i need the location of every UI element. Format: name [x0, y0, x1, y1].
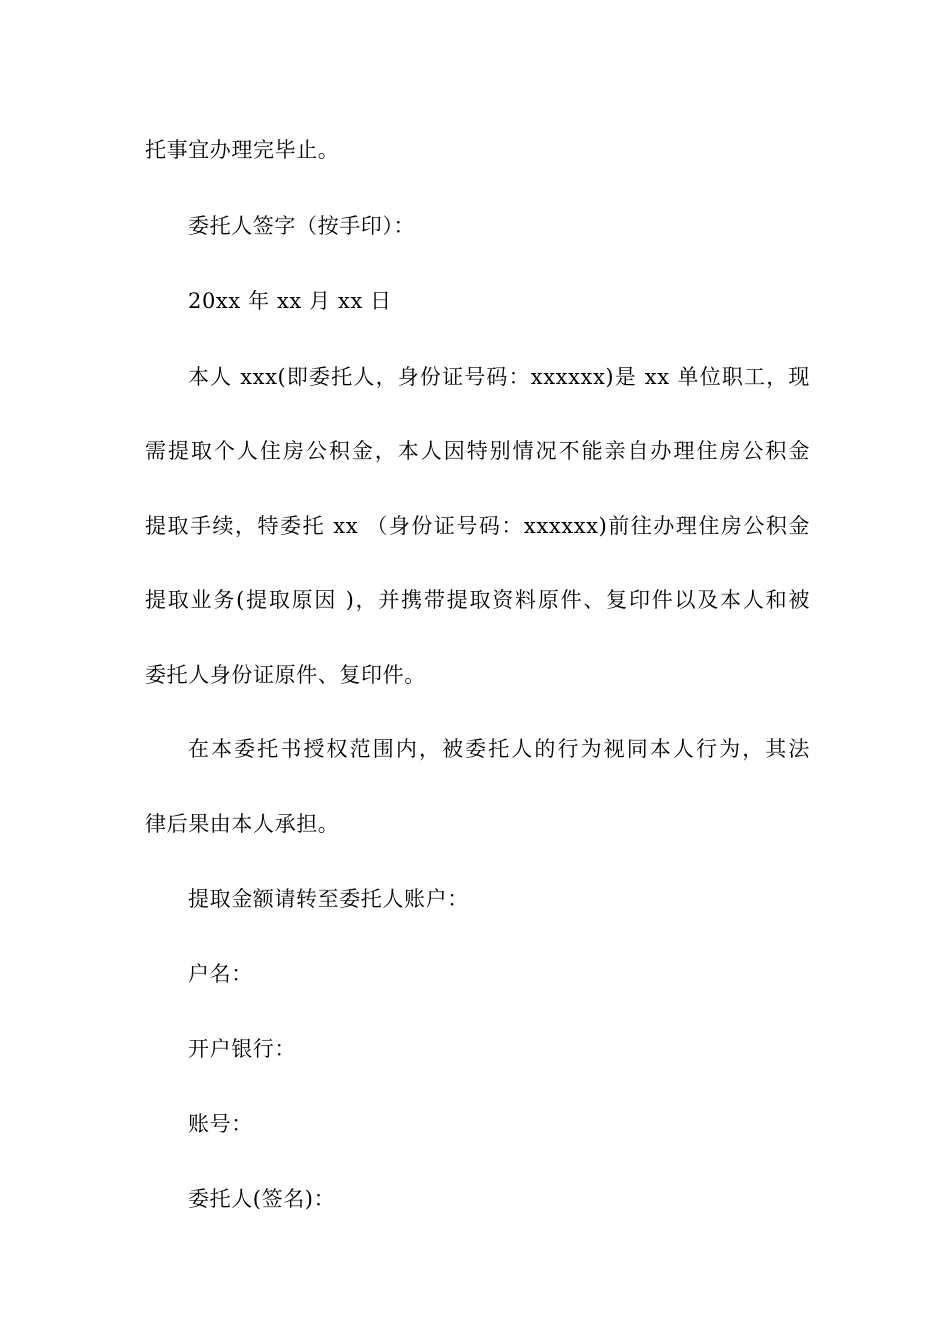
paragraph-line: 本人 xxx(即委托人，身份证号码：xxxxxx)是 xx 单位职工，现: [188, 365, 810, 389]
paragraph-line: 需提取个人住房公积金，本人因特别情况不能亲自办理住房公积金: [145, 439, 810, 463]
principal-sign-name-label: 委托人(签名)：: [188, 1187, 336, 1211]
paragraph-line: 律后果由本人承担。: [145, 812, 340, 836]
text-line-closing: 托事宜办理完毕止。: [145, 138, 340, 162]
transfer-instruction: 提取金额请转至委托人账户：: [188, 887, 469, 911]
paragraph-line: 委托人身份证原件、复印件。: [145, 663, 426, 687]
paragraph-line: 提取手续，特委托 xx （身份证号码：xxxxxx)前往办理住房公积金: [145, 514, 810, 538]
account-name-label: 户名：: [188, 962, 253, 986]
paragraph-line: 提取业务(提取原因 )，并携带提取资料原件、复印件以及本人和被: [145, 588, 810, 612]
principal-signature-label: 委托人签字（按手印）：: [188, 214, 416, 238]
bank-label: 开户银行：: [188, 1037, 296, 1061]
date-line: 20xx 年 xx 月 xx 日: [188, 289, 392, 313]
account-number-label: 账号：: [188, 1112, 253, 1136]
paragraph-line: 在本委托书授权范围内，被委托人的行为视同本人行为，其法: [188, 737, 810, 761]
